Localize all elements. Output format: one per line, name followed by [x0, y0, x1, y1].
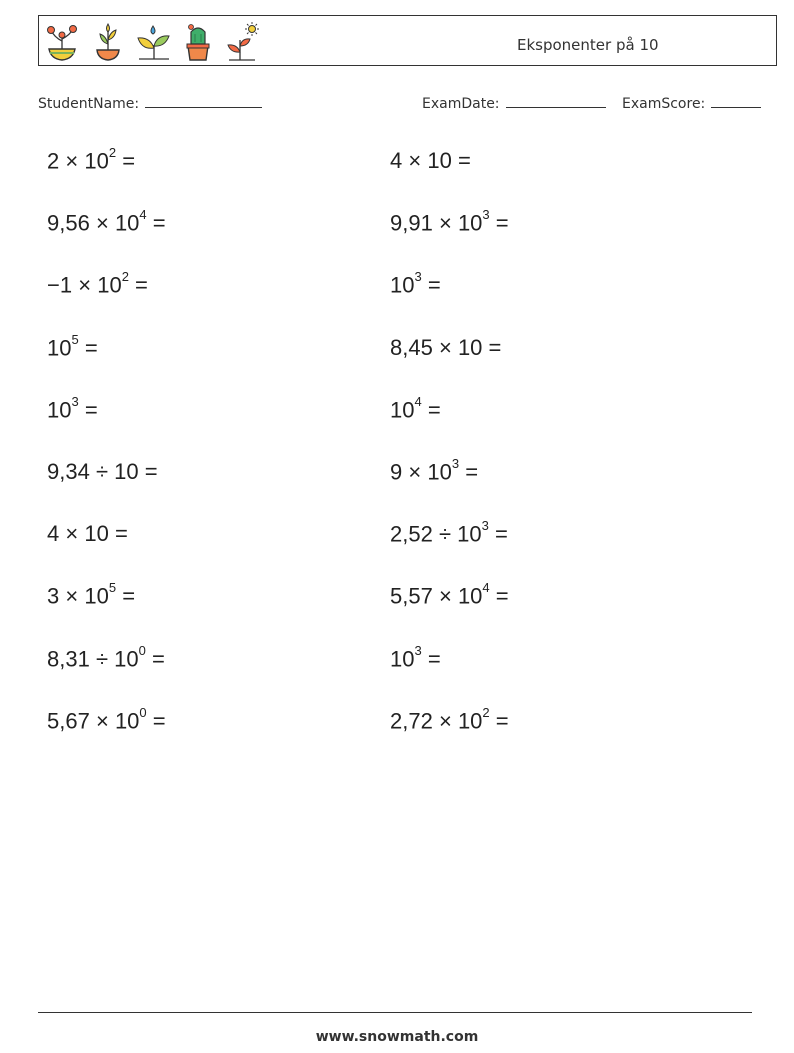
problem-operator: ×	[438, 334, 452, 360]
problem-item	[47, 521, 128, 547]
problem-base: 10	[427, 148, 452, 173]
problem-coefficient: 5,57	[390, 583, 433, 609]
problem-base: 10	[114, 645, 139, 671]
problem-item	[390, 518, 508, 547]
problem-exponent: 2	[121, 269, 129, 285]
problem-base: 10	[390, 397, 415, 423]
problem-equals: =	[78, 334, 98, 360]
problem-equals: =	[489, 583, 509, 609]
problem-coefficient: 4	[390, 148, 403, 173]
problem-base: 10	[457, 521, 482, 547]
problem-exponent: 5	[108, 580, 117, 596]
problem-exponent: 0	[139, 704, 147, 720]
problem-item	[47, 207, 166, 236]
problem-item	[390, 642, 441, 672]
problem-equals: =	[482, 334, 502, 360]
problem-equals: =	[145, 645, 165, 671]
problem-coefficient: −1	[47, 272, 73, 298]
problem-base: 10	[457, 583, 483, 609]
problem-equals: =	[128, 272, 148, 298]
problem-item	[47, 145, 136, 174]
problem-coefficient: 9	[390, 459, 403, 485]
problem-exponent: 2	[482, 704, 490, 720]
sprout-pot-icon	[89, 22, 127, 62]
student-name-field	[38, 93, 262, 112]
problem-item	[47, 459, 158, 485]
problem-item	[390, 269, 441, 298]
problem-equals: =	[78, 397, 98, 423]
problem-base: 10	[390, 272, 415, 298]
problem-exponent: 3	[451, 456, 460, 471]
student-name-blank[interactable]	[145, 93, 262, 108]
worksheet-title: Eksponenter på 10	[517, 36, 659, 54]
problem-coefficient: 5,67	[47, 708, 90, 734]
problem-operator: ×	[408, 459, 422, 485]
exam-date-label: ExamDate:	[422, 96, 500, 112]
problem-coefficient: 8,31	[47, 645, 90, 671]
problem-equals: =	[489, 708, 509, 734]
problem-base: 10	[114, 459, 139, 484]
footer-url: www.snowmath.com	[315, 1029, 479, 1045]
problem-item	[47, 393, 98, 423]
problem-base: 10	[114, 210, 140, 236]
problem-exponent: 4	[139, 207, 147, 223]
problem-exponent: 3	[71, 393, 79, 409]
problem-equals: =	[488, 521, 508, 547]
problem-item	[47, 704, 166, 734]
problem-base: 10	[84, 521, 109, 547]
footer-divider	[38, 1012, 752, 1013]
problem-equals: =	[421, 272, 441, 298]
problem-equals: =	[451, 148, 471, 173]
problem-exponent: 2	[108, 145, 117, 160]
problem-coefficient: 9,34	[47, 459, 90, 484]
problem-base: 10	[390, 645, 415, 671]
problem-base: 10	[84, 148, 109, 174]
problem-item	[390, 148, 471, 174]
watering-sprout-icon	[135, 22, 173, 62]
problem-operator: ×	[65, 148, 79, 174]
problem-operator: ×	[95, 708, 109, 734]
problem-equals: =	[421, 397, 441, 423]
exam-score-label: ExamScore:	[622, 96, 706, 112]
problem-coefficient: 2,72	[390, 708, 433, 734]
problem-base: 10	[457, 334, 483, 360]
exam-score-field	[622, 93, 761, 112]
problem-operator: ×	[78, 272, 92, 298]
problem-operator: ÷	[95, 459, 109, 484]
problem-equals: =	[116, 148, 136, 174]
problem-exponent: 3	[482, 207, 490, 223]
problem-base: 10	[457, 210, 483, 236]
problem-item	[47, 642, 165, 672]
problem-operator: ÷	[438, 521, 452, 547]
header-box	[38, 15, 777, 66]
problem-operator: ×	[438, 583, 452, 609]
cactus-icon	[179, 22, 217, 62]
problem-exponent: 3	[481, 518, 489, 534]
problem-base: 10	[47, 397, 72, 423]
problem-exponent: 3	[414, 269, 422, 285]
sun-plant-icon	[223, 22, 261, 62]
problem-base: 10	[47, 334, 72, 360]
problem-equals: =	[459, 459, 479, 485]
problem-coefficient: 3	[47, 583, 60, 609]
exam-date-field	[422, 93, 606, 112]
problem-coefficient: 2	[47, 148, 60, 174]
exam-score-blank[interactable]	[711, 93, 761, 108]
problem-base: 10	[427, 459, 452, 485]
problem-operator: ÷	[95, 645, 109, 671]
problem-exponent: 4	[482, 580, 490, 596]
problem-base: 10	[457, 708, 483, 734]
problem-item	[47, 580, 136, 609]
problem-coefficient: 9,91	[390, 210, 433, 236]
problem-exponent: 4	[414, 393, 422, 409]
problem-coefficient: 2,52	[390, 521, 433, 547]
problem-equals: =	[489, 210, 509, 236]
potted-plant-icon	[43, 22, 81, 62]
problem-item	[390, 704, 509, 734]
problem-operator: ×	[65, 583, 79, 609]
problem-item	[47, 269, 148, 298]
problem-coefficient: 4	[47, 521, 60, 547]
problem-exponent: 5	[71, 331, 79, 347]
problem-item	[47, 331, 98, 361]
problem-operator: ×	[408, 148, 422, 173]
exam-date-blank[interactable]	[506, 93, 606, 108]
problem-operator: ×	[438, 210, 452, 236]
problem-equals: =	[116, 583, 136, 609]
problem-base: 10	[84, 583, 109, 609]
problem-exponent: 3	[414, 642, 422, 658]
problem-equals: =	[108, 521, 128, 547]
problem-item	[390, 207, 509, 236]
problem-base: 10	[114, 708, 140, 734]
problem-equals: =	[138, 459, 158, 484]
problem-exponent: 0	[138, 642, 146, 658]
problem-operator: ×	[438, 708, 452, 734]
problem-equals: =	[421, 645, 441, 671]
problem-coefficient: 8,45	[390, 334, 433, 360]
problem-item	[390, 580, 509, 609]
problem-item	[390, 393, 441, 423]
problem-equals: =	[146, 708, 166, 734]
problem-item	[390, 456, 479, 485]
student-name-label: StudentName:	[38, 96, 140, 112]
problem-coefficient: 9,56	[47, 210, 90, 236]
problem-item	[390, 335, 501, 361]
problem-operator: ×	[95, 210, 109, 236]
problem-equals: =	[146, 210, 166, 236]
problem-base: 10	[97, 272, 122, 298]
problem-operator: ×	[65, 521, 79, 547]
